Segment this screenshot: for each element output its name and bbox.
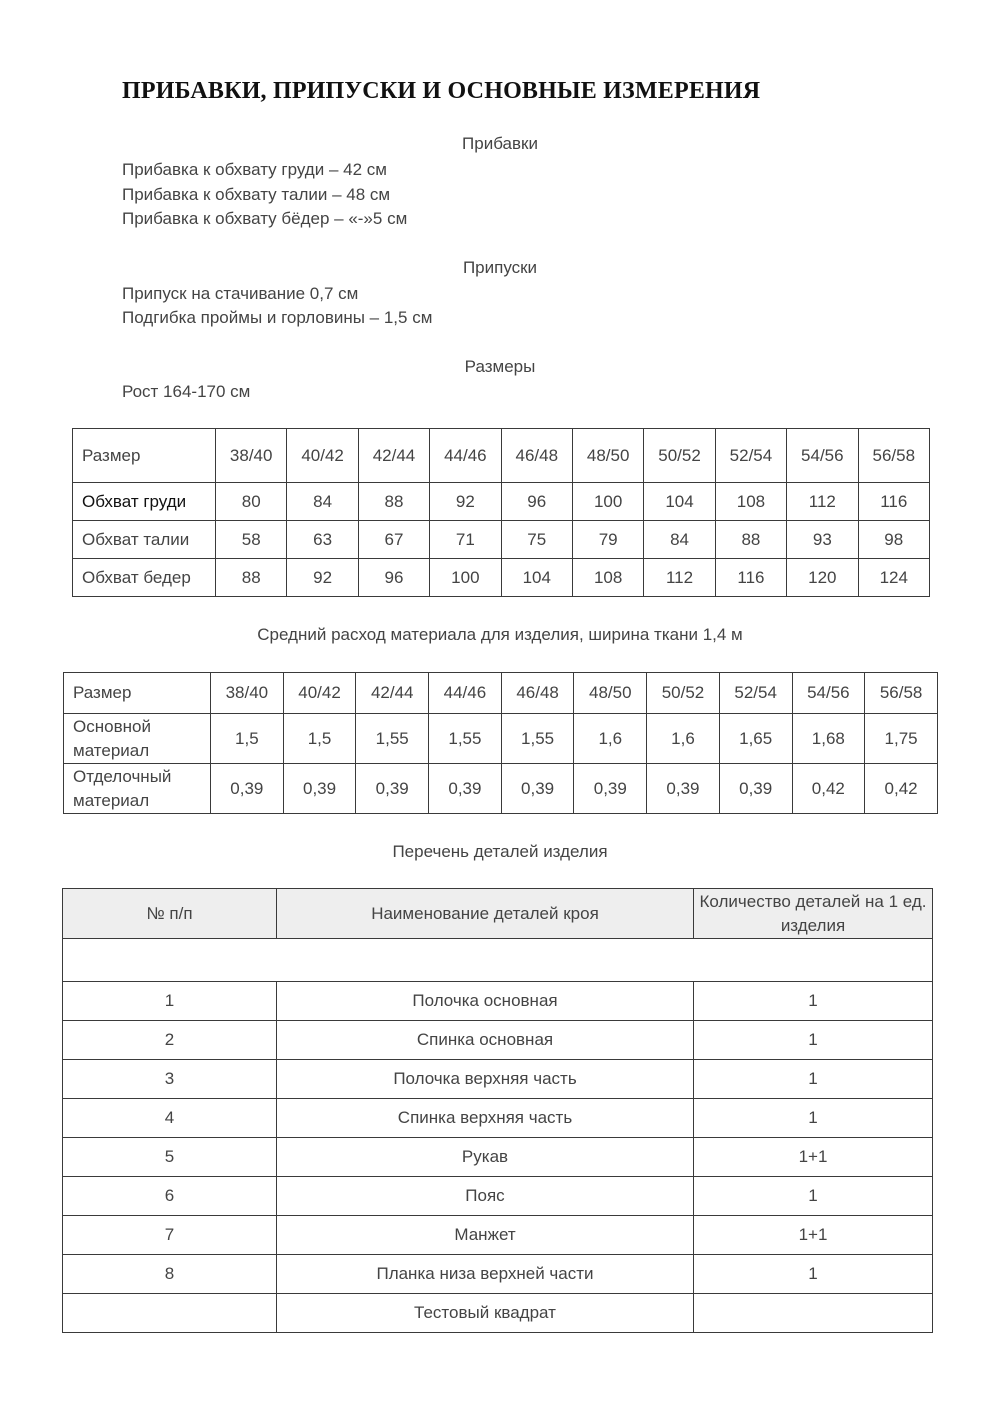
part-name: Пояс bbox=[277, 1177, 694, 1216]
table-cell: 1,68 bbox=[792, 714, 865, 764]
table-row bbox=[73, 483, 930, 521]
size-column-header: 50/52 bbox=[647, 673, 720, 714]
table-cell: 79 bbox=[572, 521, 643, 559]
size-column-header: 56/58 bbox=[865, 673, 938, 714]
table-row bbox=[63, 1021, 933, 1060]
size-column-header: 48/50 bbox=[574, 673, 647, 714]
size-column-header: 54/56 bbox=[787, 429, 858, 483]
table-cell: 0,39 bbox=[719, 764, 792, 814]
table-cell: 80 bbox=[216, 483, 287, 521]
table-cell: 100 bbox=[430, 559, 501, 597]
row-label-chest: Обхват груди bbox=[73, 483, 216, 521]
table-cell: 104 bbox=[501, 559, 572, 597]
table-cell: 92 bbox=[430, 483, 501, 521]
allowance-hips: Прибавка к обхвату бёдер – «-»5 см bbox=[122, 209, 408, 228]
table-cell: 1,55 bbox=[356, 714, 429, 764]
table-cell: 0,39 bbox=[647, 764, 720, 814]
table-row bbox=[63, 1099, 933, 1138]
size-column-header: 46/48 bbox=[501, 429, 572, 483]
table-cell: 88 bbox=[715, 521, 786, 559]
table-cell: 0,39 bbox=[356, 764, 429, 814]
allowance-chest: Прибавка к обхвату груди – 42 см bbox=[122, 160, 387, 179]
table-row bbox=[73, 521, 930, 559]
size-column-header: 40/42 bbox=[287, 429, 358, 483]
size-measurements-table bbox=[72, 428, 930, 597]
table-cell: 112 bbox=[644, 559, 715, 597]
part-number: 7 bbox=[63, 1216, 277, 1255]
part-name: Манжет bbox=[277, 1216, 694, 1255]
part-quantity: 1+1 bbox=[694, 1138, 933, 1177]
size-column-header: 52/54 bbox=[719, 673, 792, 714]
part-number bbox=[63, 1294, 277, 1333]
table-cell: 0,39 bbox=[211, 764, 284, 814]
table-cell: 92 bbox=[287, 559, 358, 597]
table-header-row bbox=[64, 673, 938, 714]
table-cell: 116 bbox=[715, 559, 786, 597]
table-cell: 1,5 bbox=[211, 714, 284, 764]
table-cell: 63 bbox=[287, 521, 358, 559]
table-cell: 0,42 bbox=[865, 764, 938, 814]
table-header-row bbox=[63, 889, 933, 939]
size-column-header: 44/46 bbox=[429, 673, 502, 714]
part-number: 5 bbox=[63, 1138, 277, 1177]
part-quantity: 1 bbox=[694, 1177, 933, 1216]
part-number: 3 bbox=[63, 1060, 277, 1099]
part-quantity: 1+1 bbox=[694, 1216, 933, 1255]
part-quantity bbox=[694, 1294, 933, 1333]
table-cell: 0,42 bbox=[792, 764, 865, 814]
part-quantity: 1 bbox=[694, 982, 933, 1021]
table-cell: 0,39 bbox=[429, 764, 502, 814]
table-cell: 104 bbox=[644, 483, 715, 521]
empty-cell bbox=[63, 939, 933, 982]
part-name: Планка низа верхней части bbox=[277, 1255, 694, 1294]
header-number: № п/п bbox=[63, 889, 277, 939]
page-title: ПРИБАВКИ, ПРИПУСКИ И ОСНОВНЫЕ ИЗМЕРЕНИЯ bbox=[122, 78, 761, 104]
part-quantity: 1 bbox=[694, 1099, 933, 1138]
size-column-header: 44/46 bbox=[430, 429, 501, 483]
table-cell: 124 bbox=[858, 559, 929, 597]
part-quantity: 1 bbox=[694, 1021, 933, 1060]
size-column-header: 48/50 bbox=[572, 429, 643, 483]
empty-row bbox=[63, 939, 933, 982]
header-part-name: Наименование деталей кроя bbox=[277, 889, 694, 939]
table-row bbox=[64, 714, 938, 764]
part-number: 1 bbox=[63, 982, 277, 1021]
size-column-header: 52/54 bbox=[715, 429, 786, 483]
table-cell: 84 bbox=[644, 521, 715, 559]
table-cell: 96 bbox=[501, 483, 572, 521]
table-cell: 1,65 bbox=[719, 714, 792, 764]
table-cell: 1,55 bbox=[429, 714, 502, 764]
table-row bbox=[63, 1294, 933, 1333]
table-cell: 1,75 bbox=[865, 714, 938, 764]
table-cell: 71 bbox=[430, 521, 501, 559]
sizes-heading: Размеры bbox=[464, 357, 536, 376]
table-row bbox=[63, 1255, 933, 1294]
part-quantity: 1 bbox=[694, 1255, 933, 1294]
table-cell: 1,5 bbox=[283, 714, 356, 764]
part-name: Полочка верхняя часть bbox=[277, 1060, 694, 1099]
allowances-heading: Прибавки bbox=[462, 134, 538, 153]
table-header-row bbox=[73, 429, 930, 483]
table-cell: 0,39 bbox=[501, 764, 574, 814]
size-column-header: 50/52 bbox=[644, 429, 715, 483]
part-name: Рукав bbox=[277, 1138, 694, 1177]
table-cell: 84 bbox=[287, 483, 358, 521]
table-cell: 67 bbox=[358, 521, 429, 559]
seam-allowance-stitching: Припуск на стачивание 0,7 см bbox=[122, 284, 359, 303]
allowance-waist: Прибавка к обхвату талии – 48 см bbox=[122, 185, 391, 204]
part-name: Спинка основная bbox=[277, 1021, 694, 1060]
table-cell: 108 bbox=[715, 483, 786, 521]
table-cell: 0,39 bbox=[283, 764, 356, 814]
table-row bbox=[63, 1216, 933, 1255]
table-cell: 88 bbox=[358, 483, 429, 521]
table-cell: 75 bbox=[501, 521, 572, 559]
size-column-header: 38/40 bbox=[211, 673, 284, 714]
table-cell: 1,6 bbox=[574, 714, 647, 764]
part-name: Спинка верхняя часть bbox=[277, 1099, 694, 1138]
size-column-header: 54/56 bbox=[792, 673, 865, 714]
header-size-label: Размер bbox=[73, 429, 216, 483]
table-cell: 93 bbox=[787, 521, 858, 559]
part-name: Полочка основная bbox=[277, 982, 694, 1021]
size-column-header: 42/44 bbox=[356, 673, 429, 714]
table-cell: 120 bbox=[787, 559, 858, 597]
part-number: 8 bbox=[63, 1255, 277, 1294]
seam-allowance-armhole-neck: Подгибка проймы и горловины – 1,5 см bbox=[122, 308, 433, 327]
size-column-header: 38/40 bbox=[216, 429, 287, 483]
table-cell: 58 bbox=[216, 521, 287, 559]
table-cell: 100 bbox=[572, 483, 643, 521]
part-number: 6 bbox=[63, 1177, 277, 1216]
header-quantity: Количество деталей на 1 ед. изделия bbox=[694, 889, 933, 939]
row-label-hips: Обхват бедер bbox=[73, 559, 216, 597]
table-cell: 1,55 bbox=[501, 714, 574, 764]
table-cell: 98 bbox=[858, 521, 929, 559]
row-label-waist: Обхват талии bbox=[73, 521, 216, 559]
table-cell: 96 bbox=[358, 559, 429, 597]
parts-list-table bbox=[62, 888, 933, 1333]
table-row bbox=[63, 1138, 933, 1177]
size-column-header: 40/42 bbox=[283, 673, 356, 714]
height-range: Рост 164-170 см bbox=[122, 382, 251, 401]
parts-heading: Перечень деталей изделия bbox=[392, 842, 608, 861]
size-column-header: 42/44 bbox=[358, 429, 429, 483]
size-column-header: 56/58 bbox=[858, 429, 929, 483]
table-row bbox=[64, 764, 938, 814]
table-cell: 88 bbox=[216, 559, 287, 597]
table-row bbox=[63, 1060, 933, 1099]
material-consumption-table bbox=[63, 672, 938, 814]
header-size-label: Размер bbox=[64, 673, 211, 714]
part-number: 4 bbox=[63, 1099, 277, 1138]
part-number: 2 bbox=[63, 1021, 277, 1060]
table-cell: 116 bbox=[858, 483, 929, 521]
consumption-heading: Средний расход материала для изделия, ширина ткани 1,4 м bbox=[257, 625, 743, 644]
part-quantity: 1 bbox=[694, 1060, 933, 1099]
table-row bbox=[63, 982, 933, 1021]
table-row bbox=[63, 1177, 933, 1216]
part-name: Тестовый квадрат bbox=[277, 1294, 694, 1333]
table-row bbox=[73, 559, 930, 597]
row-label-trim-material: Отделочный материал bbox=[64, 764, 211, 814]
table-cell: 1,6 bbox=[647, 714, 720, 764]
table-cell: 108 bbox=[572, 559, 643, 597]
table-cell: 0,39 bbox=[574, 764, 647, 814]
size-column-header: 46/48 bbox=[501, 673, 574, 714]
row-label-main-material: Основной материал bbox=[64, 714, 211, 764]
table-cell: 112 bbox=[787, 483, 858, 521]
seam-allowances-heading: Припуски bbox=[462, 258, 538, 277]
